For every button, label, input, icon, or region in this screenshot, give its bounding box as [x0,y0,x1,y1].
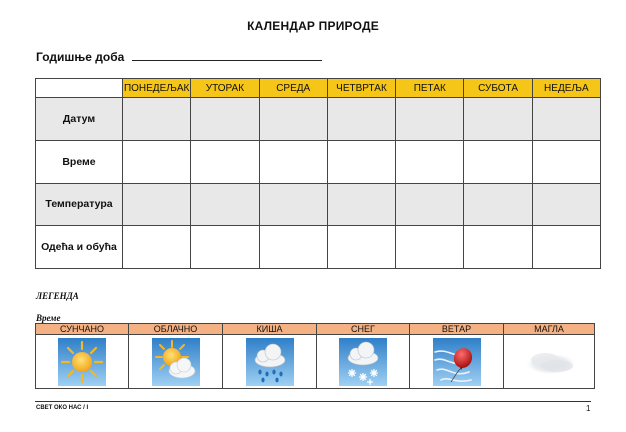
calendar-cell[interactable] [259,140,327,183]
day-header: ПЕТАК [396,79,464,98]
legend-cell-sunny [36,335,129,389]
legend-cell-snow [317,335,410,389]
legend-cell-cloudy [129,335,223,389]
legend-cell-wind [410,335,504,389]
rain-icon [246,338,294,386]
calendar-cell[interactable] [123,226,191,269]
calendar-cell[interactable] [396,226,464,269]
calendar-cell[interactable] [532,183,600,226]
calendar-cell[interactable] [123,98,191,141]
table-row-date [36,98,601,141]
legend-icon-row [36,335,595,389]
legend-label-wind: ВЕТАР [410,324,504,335]
season-field [36,50,322,64]
calendar-cell[interactable] [327,183,395,226]
sun-cloud-icon [152,338,200,386]
row-label-date: Датум [36,98,123,141]
legend-label-cloudy: ОБЛАЧНО [129,324,223,335]
day-header: ПОНЕДЕЉАК [123,79,191,98]
season-label: Годишње доба [36,50,125,64]
calendar-corner-cell [36,79,123,98]
table-row-clothing [36,226,601,269]
calendar-cell[interactable] [396,183,464,226]
table-row-weather [36,140,601,183]
calendar-cell[interactable] [123,140,191,183]
legend-cell-fog [504,335,595,389]
page-number: 1 [586,404,591,413]
calendar-cell[interactable] [396,98,464,141]
footer-divider [35,401,591,402]
legend-label-sunny: СУНЧАНО [36,324,129,335]
row-label-weather: Време [36,140,123,183]
fog-icon [519,338,579,386]
wind-balloon-icon [433,338,481,386]
calendar-cell[interactable] [191,140,259,183]
sun-icon [58,338,106,386]
legend-title: ЛЕГЕНДА [36,291,79,301]
calendar-cell[interactable] [532,140,600,183]
calendar-cell[interactable] [396,140,464,183]
footer-book-title: СВЕТ ОКО НАС / I [36,405,89,411]
calendar-cell[interactable] [327,98,395,141]
day-header: СУБОТА [464,79,532,98]
calendar-cell[interactable] [123,183,191,226]
calendar-cell[interactable] [191,183,259,226]
season-blank-line[interactable] [132,51,322,61]
row-label-clothing: Одећа и обућа [36,226,123,269]
legend-label-rain: КИША [223,324,317,335]
legend-header-row [36,324,595,335]
weather-legend-table [35,323,595,389]
nature-calendar-table [35,78,601,269]
calendar-cell[interactable] [532,226,600,269]
legend-subtitle: Време [36,313,61,323]
table-row-temperature [36,183,601,226]
snow-icon [339,338,387,386]
day-header: УТОРАК [191,79,259,98]
legend-cell-rain [223,335,317,389]
calendar-cell[interactable] [191,98,259,141]
calendar-cell[interactable] [464,140,532,183]
day-header: СРЕДА [259,79,327,98]
row-label-temperature: Температура [36,183,123,226]
calendar-cell[interactable] [259,98,327,141]
calendar-header-row [36,79,601,98]
calendar-cell[interactable] [464,98,532,141]
day-header: ЧЕТВРТАК [327,79,395,98]
legend-label-fog: МАГЛА [504,324,595,335]
calendar-cell[interactable] [259,226,327,269]
calendar-cell[interactable] [327,140,395,183]
calendar-cell[interactable] [327,226,395,269]
legend-label-snow: СНЕГ [317,324,410,335]
calendar-cell[interactable] [464,183,532,226]
page-title: КАЛЕНДАР ПРИРОДЕ [247,19,379,33]
calendar-cell[interactable] [532,98,600,141]
calendar-cell[interactable] [191,226,259,269]
calendar-cell[interactable] [464,226,532,269]
day-header: НЕДЕЉА [532,79,600,98]
calendar-cell[interactable] [259,183,327,226]
